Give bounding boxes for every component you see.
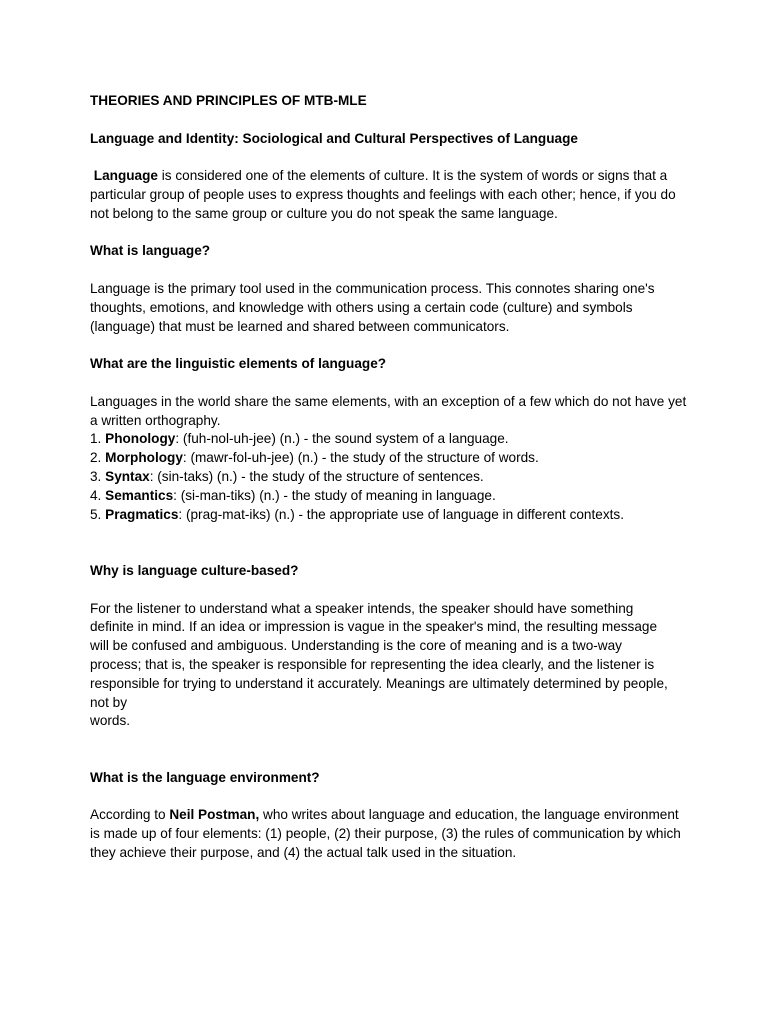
list-item-term: Syntax: [105, 468, 150, 484]
section-body-linguistic-elements: Languages in the world share the same elements, with an exception of a few which do not have yet a written orthography.: [90, 393, 687, 428]
section-heading-culture-based: Why is language culture-based?: [90, 562, 299, 578]
section-body-language-environment: [90, 806, 690, 862]
body-line: process; that is, the speaker is responsible for representing the idea clearly, and the listener is: [90, 656, 655, 672]
body-line: words.: [90, 713, 131, 729]
author-name: Neil Postman,: [169, 807, 260, 823]
intro-text: is considered one of the elements of culture. It is the system of words or signs that a particular group of people uses to express thoughts and feelings with each other; hence, if you do not belong to the same group or culture you do not speak the same language.: [90, 168, 676, 221]
list-item-term: Pragmatics: [105, 506, 179, 522]
document-page: [90, 92, 690, 863]
linguistic-elements-list: [90, 430, 690, 524]
body-line: will be confused and ambiguous. Understanding is the core of meaning and is a two-way: [90, 638, 622, 654]
document-title: THEORIES AND PRINCIPLES OF MTB-MLE: [90, 93, 367, 108]
list-item-number: 1.: [90, 431, 106, 447]
list-item-number: 5.: [90, 506, 106, 522]
list-item-term: Phonology: [105, 431, 176, 447]
list-item-definition: : (sin-taks) (n.) - the study of the structure of sentences.: [149, 468, 484, 484]
section-heading-linguistic-elements: What are the linguistic elements of language?: [90, 356, 387, 372]
body-line: definite in mind. If an idea or impression is vague in the speaker's mind, the resulting message: [90, 619, 658, 635]
list-item-term: Semantics: [105, 487, 174, 503]
list-item-number: 4.: [90, 487, 106, 503]
document-subtitle: Language and Identity: Sociological and Cultural Perspectives of Language: [90, 130, 578, 146]
list-item-term: Morphology: [105, 450, 183, 466]
list-item-definition: : (si-man-tiks) (n.) - the study of meaning in language.: [173, 487, 496, 503]
list-item: [90, 449, 690, 468]
environment-lead-text: According to: [90, 807, 170, 823]
section-body-culture-based: [90, 600, 690, 732]
list-item-definition: : (mawr-fol-uh-jee) (n.) - the study of the structure of words.: [182, 450, 539, 466]
body-line: responsible for trying to understand it accurately. Meanings are ultimately determined by people,: [90, 675, 668, 691]
list-item-definition: : (prag-mat-iks) (n.) - the appropriate use of language in different contexts.: [178, 506, 624, 522]
body-line: For the listener to understand what a speaker intends, the speaker should have something: [90, 600, 634, 616]
list-item-number: 2.: [90, 450, 106, 466]
section-heading-what-is-language: What is language?: [90, 243, 211, 259]
list-item-number: 3.: [90, 468, 106, 484]
list-item: [90, 468, 690, 487]
intro-paragraph: [90, 167, 690, 223]
list-item-definition: : (fuh-nol-uh-jee) (n.) - the sound system of a language.: [175, 431, 509, 447]
intro-lead-term: Language: [93, 168, 158, 184]
section-heading-language-environment: What is the language environment?: [90, 769, 320, 785]
environment-rest-text: who writes about language and education, the language environment is made up of four elements: (1) people, (2) their purpose, (3) the rules of communication by which they achieve their purpose, and (4) the actual talk used in the situation.: [90, 807, 681, 860]
body-line: not by: [90, 694, 128, 710]
section-body-what-is-language: Language is the primary tool used in the communication process. This connotes sharing one's thoughts, emotions, and knowledge with others using a certain code (culture) and symbols (language) that must be learned and shared between communicators.: [90, 280, 655, 334]
list-item: [90, 487, 690, 506]
list-item: [90, 430, 690, 449]
list-item: [90, 506, 690, 525]
